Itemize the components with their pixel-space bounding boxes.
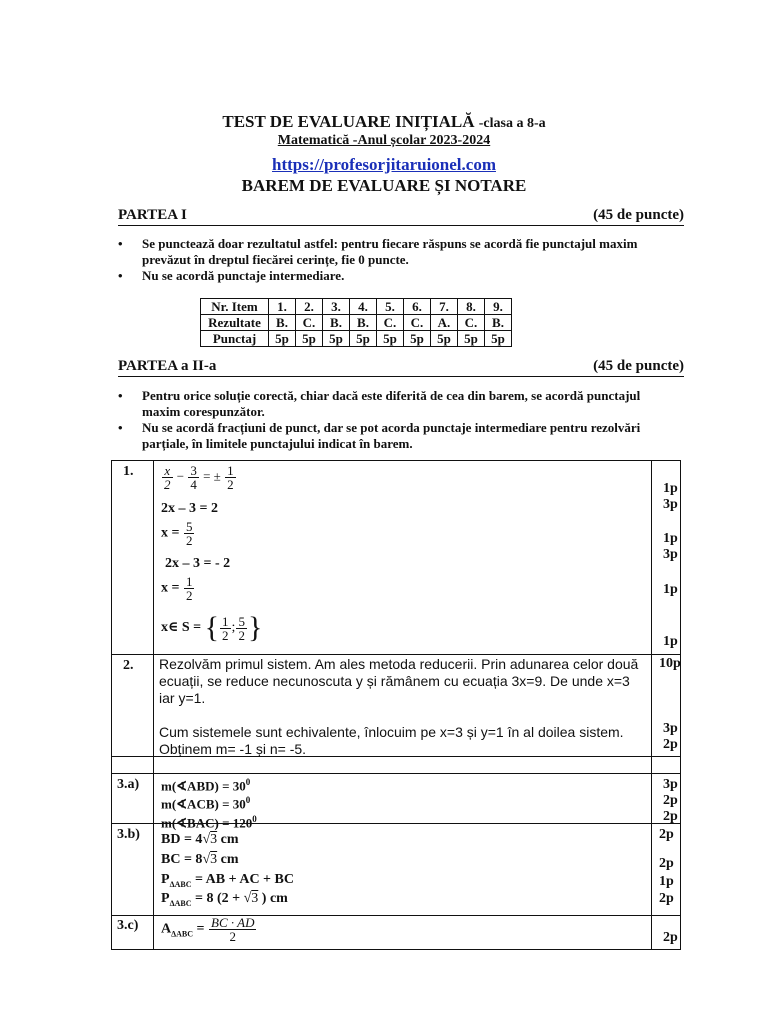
angle-line: m(∢BAC) = $120^0$ — [161, 813, 257, 830]
fraction: $\frac{3}{4}$ — [190, 463, 197, 492]
item-number: 2. — [123, 658, 134, 673]
part2-note: • Nu se acordă fracțiuni de punct, dar se pot acorda punctaje intermediare pentru rezolvări parțiale, în limitele punctajului indicat în barem. — [118, 420, 658, 452]
row-label: Punctaj — [201, 331, 269, 347]
table-cell: B. — [350, 315, 377, 331]
table-cell: 6. — [404, 299, 431, 315]
table-cell: 8. — [458, 299, 485, 315]
table-cell: 5p — [458, 331, 485, 347]
table-border — [680, 460, 681, 950]
table-cell: 3. — [323, 299, 350, 315]
part2-note: • Pentru orice soluție corectă, chiar dacă este diferită de cea din barem, se acordă punctajul maxim corespunzător. — [118, 388, 658, 420]
score-value: 1p — [663, 481, 678, 496]
table-row — [201, 299, 512, 315]
subtitle-text: Matematică -Anul școlar 2023-2024 — [277, 133, 491, 148]
angle-line: m(∢ACB) = $30^0$ — [161, 795, 251, 812]
item-number: 3.c) — [117, 918, 139, 933]
q2-paragraph-2: Cum sistemele sunt echivalente, înlocuim pe x=3 și y=1 în al doilea sistem. Obținem m= -1 și n= -5. — [159, 724, 624, 757]
fraction: $\frac{1}{2}$ — [222, 613, 229, 643]
score-value: 10p — [659, 656, 681, 671]
q1-equation-2: 2x – 3 = 2 — [161, 501, 218, 516]
fraction: $\frac{BC \cdot AD}{2}$ — [211, 915, 255, 944]
score-value: 2p — [663, 793, 678, 808]
table-cell: 4. — [350, 299, 377, 315]
item-number: 1. — [123, 464, 134, 479]
table-cell: 5p — [269, 331, 296, 347]
scoring-table — [111, 460, 681, 950]
test-title — [0, 112, 768, 132]
row-label: Rezultate — [201, 315, 269, 331]
table-cell: C. — [296, 315, 323, 331]
q3b-line-2: BC = 8√3 cm — [161, 852, 239, 867]
table-cell: 5p — [323, 331, 350, 347]
q3a-angles — [161, 775, 257, 830]
score-value: 2p — [659, 827, 674, 842]
table-cell: 9. — [485, 299, 512, 315]
score-value: 2p — [659, 856, 674, 871]
q1-equation-5: x = $\frac{1}{2}$ — [161, 574, 193, 603]
q1-equation-1: $\frac{x}{2}$ − $\frac{3}{4}$ = ± $\frac{1}{2}$ — [164, 463, 234, 492]
score-value: 1p — [663, 531, 678, 546]
table-cell: 5p — [485, 331, 512, 347]
table-cell: 5p — [404, 331, 431, 347]
table-border — [111, 654, 681, 655]
item-number: 3.b) — [117, 827, 140, 842]
row-label: Nr. Item — [201, 299, 269, 315]
table-cell: A. — [431, 315, 458, 331]
q3b-line-3: $P_{\Delta ABC}$ = AB + AC + BC — [161, 872, 294, 889]
score-value: 2p — [663, 737, 678, 752]
q3c-area-formula: $A_{\Delta ABC}$ = $\frac{BC \cdot AD}{2}$ — [161, 915, 255, 944]
score-value: 2p — [663, 930, 678, 945]
table-cell: 5p — [431, 331, 458, 347]
table-cell: B. — [485, 315, 512, 331]
table-cell: C. — [458, 315, 485, 331]
table-row — [201, 315, 512, 331]
part2-points: (45 de puncte) — [593, 358, 684, 374]
part1-note: • Nu se acordă punctaje intermediare. — [118, 268, 658, 284]
score-value: 2p — [663, 809, 678, 824]
title-main: TEST DE EVALUARE INIȚIALĂ — [222, 112, 475, 131]
score-value: 3p — [663, 497, 678, 512]
angle-line: m(∢ABD) = $30^0$ — [161, 777, 251, 794]
table-border — [111, 773, 681, 774]
table-cell: 5p — [296, 331, 323, 347]
barem-title: BAREM DE EVALUARE ȘI NOTARE — [241, 176, 527, 195]
part2-notes — [118, 388, 658, 452]
table-row — [201, 331, 512, 347]
table-border — [111, 949, 681, 950]
table-cell: C. — [377, 315, 404, 331]
answers-table — [200, 298, 512, 347]
table-border — [651, 460, 652, 950]
table-cell: 2. — [296, 299, 323, 315]
table-cell: 1. — [269, 299, 296, 315]
score-value: 3p — [663, 721, 678, 736]
table-cell: 5. — [377, 299, 404, 315]
title-class: -clasa a 8-a — [478, 116, 546, 131]
score-value: 2p — [659, 891, 674, 906]
subtitle — [0, 133, 768, 149]
q1-equation-3: x = $\frac{5}{2}$ — [161, 519, 193, 548]
fraction: $\frac{1}{2}$ — [227, 463, 234, 492]
score-value: 1p — [663, 582, 678, 597]
part1-note: • Se punctează doar rezultatul astfel: pentru fiecare răspuns se acordă fie punctajul maxim prevăzut în dreptul fiecărei cerințe, fie 0 puncte. — [118, 236, 658, 268]
table-border — [111, 460, 112, 950]
table-cell: 5p — [377, 331, 404, 347]
score-value: 1p — [659, 874, 674, 889]
table-cell: B. — [269, 315, 296, 331]
part1-points: (45 de puncte) — [593, 207, 684, 223]
q1-solution-set: x∈ S = { $\frac{1}{2}$ ; $\frac{5}{2}$ } — [161, 611, 263, 644]
fraction: $\frac{x}{2}$ — [164, 463, 171, 492]
table-cell: C. — [404, 315, 431, 331]
item-number: 3.a) — [117, 777, 140, 792]
website-link[interactable]: https://profesorjitaruionel.com — [272, 155, 496, 174]
part2-title: PARTEA a II-a — [118, 358, 217, 374]
q2-paragraph-1: Rezolvăm primul sistem. Am ales metoda reducerii. Prin adunarea celor două ecuații, se reduce necunoscuta y și rămânem cu ecuația 3x=9. De unde x=3 iar y=1. — [159, 656, 639, 706]
fraction: $\frac{5}{2}$ — [185, 519, 193, 548]
part1-notes — [118, 236, 658, 284]
fraction: $\frac{5}{2}$ — [238, 613, 245, 643]
q1-equation-4: 2x – 3 = - 2 — [165, 556, 231, 571]
part2-heading — [118, 358, 684, 377]
fraction: $\frac{1}{2}$ — [185, 574, 193, 603]
q3b-line-1: BD = 4√3 cm — [161, 832, 239, 847]
score-value: 3p — [663, 547, 678, 562]
part1-heading — [118, 207, 684, 226]
table-border — [153, 460, 154, 950]
table-cell: 5p — [350, 331, 377, 347]
score-value: 3p — [663, 777, 678, 792]
table-border — [111, 460, 681, 461]
table-cell: B. — [323, 315, 350, 331]
part1-title: PARTEA I — [118, 207, 187, 223]
q3b-line-4: $P_{\Delta ABC} = 8$ (2 + √3 ) cm — [161, 891, 288, 908]
table-cell: 7. — [431, 299, 458, 315]
score-value: 1p — [663, 634, 678, 649]
